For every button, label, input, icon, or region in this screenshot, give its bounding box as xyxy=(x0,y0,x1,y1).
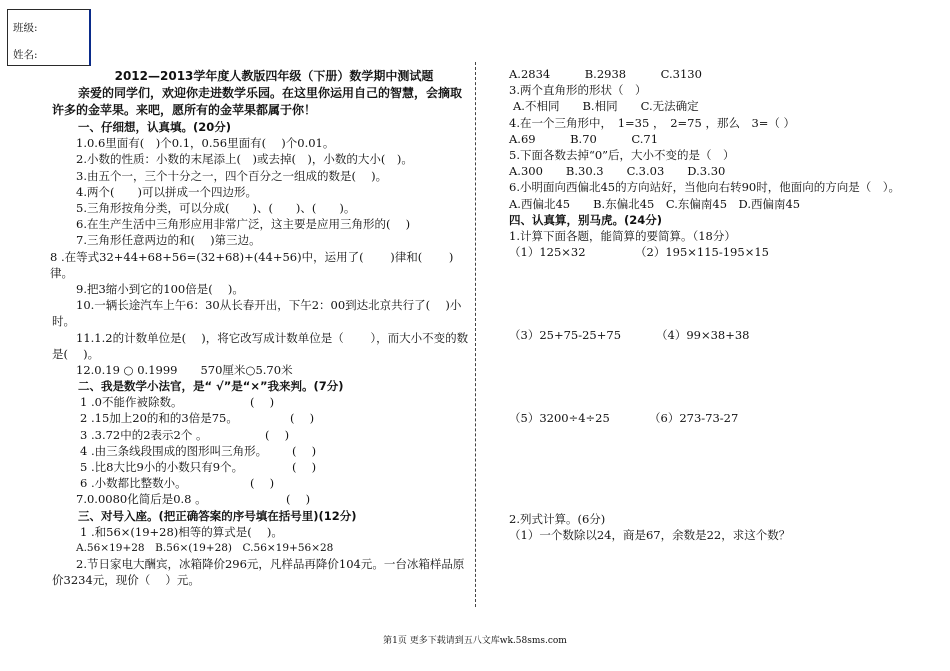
section1-item: 4.两个( )可以拼成一个四边形。 xyxy=(76,184,257,199)
calc-row xyxy=(485,244,930,260)
section1-item: 10.一辆长途汽车上午6：30从长春开出，下午2：00到达北京共行了( )小时。 xyxy=(52,298,462,329)
column-divider xyxy=(475,62,476,607)
judge-text: 4 .由三条线段围成的图形叫三角形。 xyxy=(80,443,268,458)
page-title: 2012—2013学年度人教版四年级（下册）数学期中测试题 xyxy=(114,69,434,83)
judge-item xyxy=(52,491,470,507)
choice-question: 5.下面各数去掉“0”后，大小不变的是（ ） xyxy=(509,147,735,162)
judge-text: 6 .小数都比整数小。 xyxy=(80,476,187,491)
page-footer: 第1页 更多下载请到五八文库wk.58sms.com xyxy=(383,636,567,646)
section2-heading: 二、我是数学小法官，是“ √”是“×”我来判。(7分) xyxy=(78,379,344,394)
section1-item: 12.0.19 ○ 0.1999 570厘米○5.70米 xyxy=(76,362,293,377)
calc-instruction: 1.计算下面各题，能简算的要简算。（18分） xyxy=(509,228,736,243)
word-problem-heading: 2.列式计算。(6分) xyxy=(509,511,606,526)
calc-item: （5）3200÷4÷25 xyxy=(509,411,610,426)
choice-question: 1 .和56×(19+28)相等的算式是( )。 xyxy=(80,524,283,539)
word-problem: （1）一个数除以24，商是67，余数是22，求这个数？ xyxy=(509,527,791,542)
judge-text: 3 .3.72中的2表示2个 。 xyxy=(80,427,208,442)
class-label: 班级: xyxy=(13,22,38,34)
answer-bracket: ( ) xyxy=(290,411,315,426)
section1-item: 8 .在等式32+44+68+56=(32+68)+(44+56)中，运用了( )律和( )律。 xyxy=(50,249,454,280)
answer-bracket: ( ) xyxy=(292,460,317,475)
left-column xyxy=(52,68,470,589)
answer-bracket: ( ) xyxy=(250,476,275,491)
choice-question: 2.节日家电大酬宾，冰箱降价296元，凡样品再降价104元。一台冰箱样品原价3234元，现价（ ）元。 xyxy=(52,557,465,588)
judge-item xyxy=(52,410,470,426)
name-label: 姓名: xyxy=(13,49,38,61)
calc-item: （2）195×115-195×15 xyxy=(635,245,769,260)
choice-question: 3.两个直角形的形状（ ） xyxy=(509,83,647,98)
judge-text: 2 .15加上20的和的3倍是75。 xyxy=(80,411,238,426)
choice-options: A.2834 B.2938 C.3130 xyxy=(509,67,702,81)
answer-bracket: ( ) xyxy=(250,395,275,410)
intro-text: 亲爱的同学们，欢迎你走进数学乐园。在这里你运用自己的智慧，会摘取许多的金苹果。来吧，愿所有的金苹果都属于你！ xyxy=(52,86,463,117)
calc-item: （3）25+75-25+75 xyxy=(509,328,622,343)
calc-row xyxy=(485,410,930,426)
work-space xyxy=(485,260,930,327)
right-column xyxy=(485,66,930,543)
section1-item: 1.0.6里面有( )个0.1，0.56里面有( )个0.01。 xyxy=(76,136,335,151)
judge-text: 7.0.0080化简后是0.8 。 xyxy=(76,492,207,507)
work-space xyxy=(485,427,930,511)
section1-item: 11.1.2的计数单位是( )，将它改写成计数单位是（ ），而大小不变的数是( )。 xyxy=(52,330,469,361)
choice-options: A.56×19+28 B.56×(19+28) C.56×19+56×28 xyxy=(76,541,334,554)
section1-item: 3.由五个一，三个十分之一，四个百分之一组成的数是( )。 xyxy=(76,168,388,183)
choice-question: 6.小明面向西偏北45的方向站好，当他向右转90时，他面向的方向是（ ）。 xyxy=(509,180,900,195)
judge-item xyxy=(52,394,470,410)
calc-item: （6）273-73-27 xyxy=(649,411,739,426)
answer-bracket: ( ) xyxy=(292,443,317,458)
choice-question: 4.在一个三角形中， 1=35 ， 2=75 ，那么 3=（ ） xyxy=(509,115,796,130)
judge-item xyxy=(52,459,470,475)
section1-item: 5.三角形按角分类，可以分成( )、( )、( )。 xyxy=(76,200,356,215)
section1-item: 6.在生产生活中三角形应用非常广泛，这主要是应用三角形的( ) xyxy=(76,217,411,232)
work-space xyxy=(485,343,930,410)
section3-heading: 三、对号入座。(把正确答案的序号填在括号里)(12分) xyxy=(78,508,357,523)
calc-item: （4）99×38+38 xyxy=(656,328,750,343)
section1-item: 9.把3缩小到它的100倍是( )。 xyxy=(76,281,244,296)
choice-options: A.西偏北45 B.东偏北45 C.东偏南45 D.西偏南45 xyxy=(509,196,801,211)
choice-options: A.300 B.30.3 C.3.03 D.3.30 xyxy=(509,164,726,179)
judge-text: 1 .0不能作被除数。 xyxy=(80,395,183,410)
answer-bracket: ( ) xyxy=(286,492,311,507)
answer-bracket: ( ) xyxy=(265,427,290,442)
judge-item xyxy=(52,475,470,491)
judge-item xyxy=(52,427,470,443)
judge-item xyxy=(52,443,470,459)
calc-item: （1）125×32 xyxy=(509,245,586,260)
choice-options: A.69 B.70 C.71 xyxy=(509,131,659,146)
choice-options: A.不相同 B.相同 C.无法确定 xyxy=(513,99,699,114)
section4-heading: 四、认真算，别马虎。(24分) xyxy=(509,212,663,227)
judge-text: 5 .比8大比9小的小数只有9个。 xyxy=(80,460,244,475)
calc-row xyxy=(485,327,930,343)
section1-item: 7.三角形任意两边的和( )第三边。 xyxy=(76,233,261,248)
student-info-box xyxy=(7,9,91,66)
section1-item: 2.小数的性质：小数的末尾添上( )或去掉( )，小数的大小( )。 xyxy=(76,152,413,167)
section1-heading: 一、仔细想，认真填。(20分) xyxy=(78,120,232,134)
